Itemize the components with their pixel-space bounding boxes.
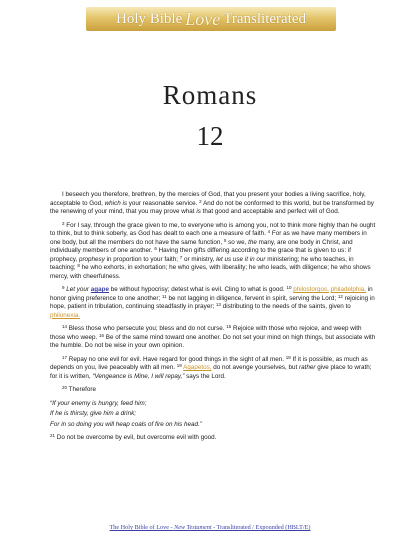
chapter-number: 12 (196, 121, 224, 151)
paragraph-1: I beseech you therefore, brethren, by the mercies of God, that you present your bodies a living sacrifice, holy, acceptable to God, which is your reasonable service. $^2$ And do not be conformed to this world, but be transformed by the renewing of your mind, that you may prove what is that good and acceptable and perfect will of God. (50, 191, 374, 215)
chapter-text (50, 191, 376, 447)
link-agapetos[interactable]: Agapetos, (183, 364, 212, 371)
banner-text-1: Holy Bible (115, 10, 183, 27)
paragraph-4: $^{14}$ Bless those who persecute you; bless and do not curse. $^{15}$ Rejoice with those who rejoice, and weep with those who weep. $^{16}$ Be of the same mind toward one another. Do not set your mind on high things, but associate with the humble. Do not be wise in your own opinion. (50, 324, 376, 349)
banner-text-2: Transliterated (223, 10, 306, 27)
banner-text-love: Love (185, 8, 221, 29)
paragraph-5: $^{17}$ Repay no one evil for evil. Have regard for good things in the sight of all men. $^{18}$ If it is possible, as much as depends on you, live peaceably with all men. $^{19}$ Agapetos, do not avenge yourselves, but rather give place to wrath; for it is written, “Vengeance is Mine, I will repay,” says the Lord. (50, 354, 372, 380)
link-agape[interactable]: agape (90, 286, 109, 293)
paragraph-3: $^9$ Let your agape be without hypocrisy; detest what is evil. Cling to what is good. $^{10}$ philostorgos, philadelphia, in honor giving preference to one another; $^{11}$ be not lagging in diligence, fervent in spirit, serving the Lord; $^{12}$ rejoicing in hope, patient in tribulation, continuing steadfastly in prayer; $^{13}$ distributing to the needs of the saints, given to philonexia. (50, 285, 375, 319)
quote-line-2: If he is thirsty, give him a drink; (50, 410, 136, 417)
paragraph-2: $^3$ For I say, through the grace given to me, to everyone who is among you, not to think more highly than he ought to think, but to think soberly, as God has dealt to each one a measure of faith. $^4$ For as we have many members in one body, but all the members do not have the same function, $^5$ so we, the many, are one body in Christ, and individually members of one another. $^6$ Having then gifts differing according to the grace that is given to us: if prophecy, prophesy in proportion to your faith; $^7$ or ministry, let us use it in our ministering; he who teaches, in teaching; $^8$ he who exhorts, in exhortation; he who gives, with liberality; he who leads, with diligence; he who shows mercy, with cheerfulness. (50, 220, 376, 280)
quote-line-3: For in so doing you will heap coals of fire on his head.” (50, 420, 202, 428)
link-philonexia[interactable]: philonexia. (50, 311, 81, 319)
header-banner (86, 7, 336, 31)
link-philadelphia[interactable]: philadelphia, (330, 286, 367, 293)
book-title: Romans (162, 80, 258, 110)
footer-link[interactable]: The Holy Bible of Love - New Testament - Transliterated / Expounded (HBLT/E) (109, 524, 311, 531)
paragraph-7: $^{21}$ Do not be overcome by evil, but overcome evil with good. (50, 433, 217, 441)
link-philostorgos[interactable]: philostorgos, (293, 286, 329, 293)
quote-line-1: “If your enemy is hungry, feed him; (50, 399, 147, 407)
paragraph-6: $^{20}$ Therefore (62, 385, 96, 393)
